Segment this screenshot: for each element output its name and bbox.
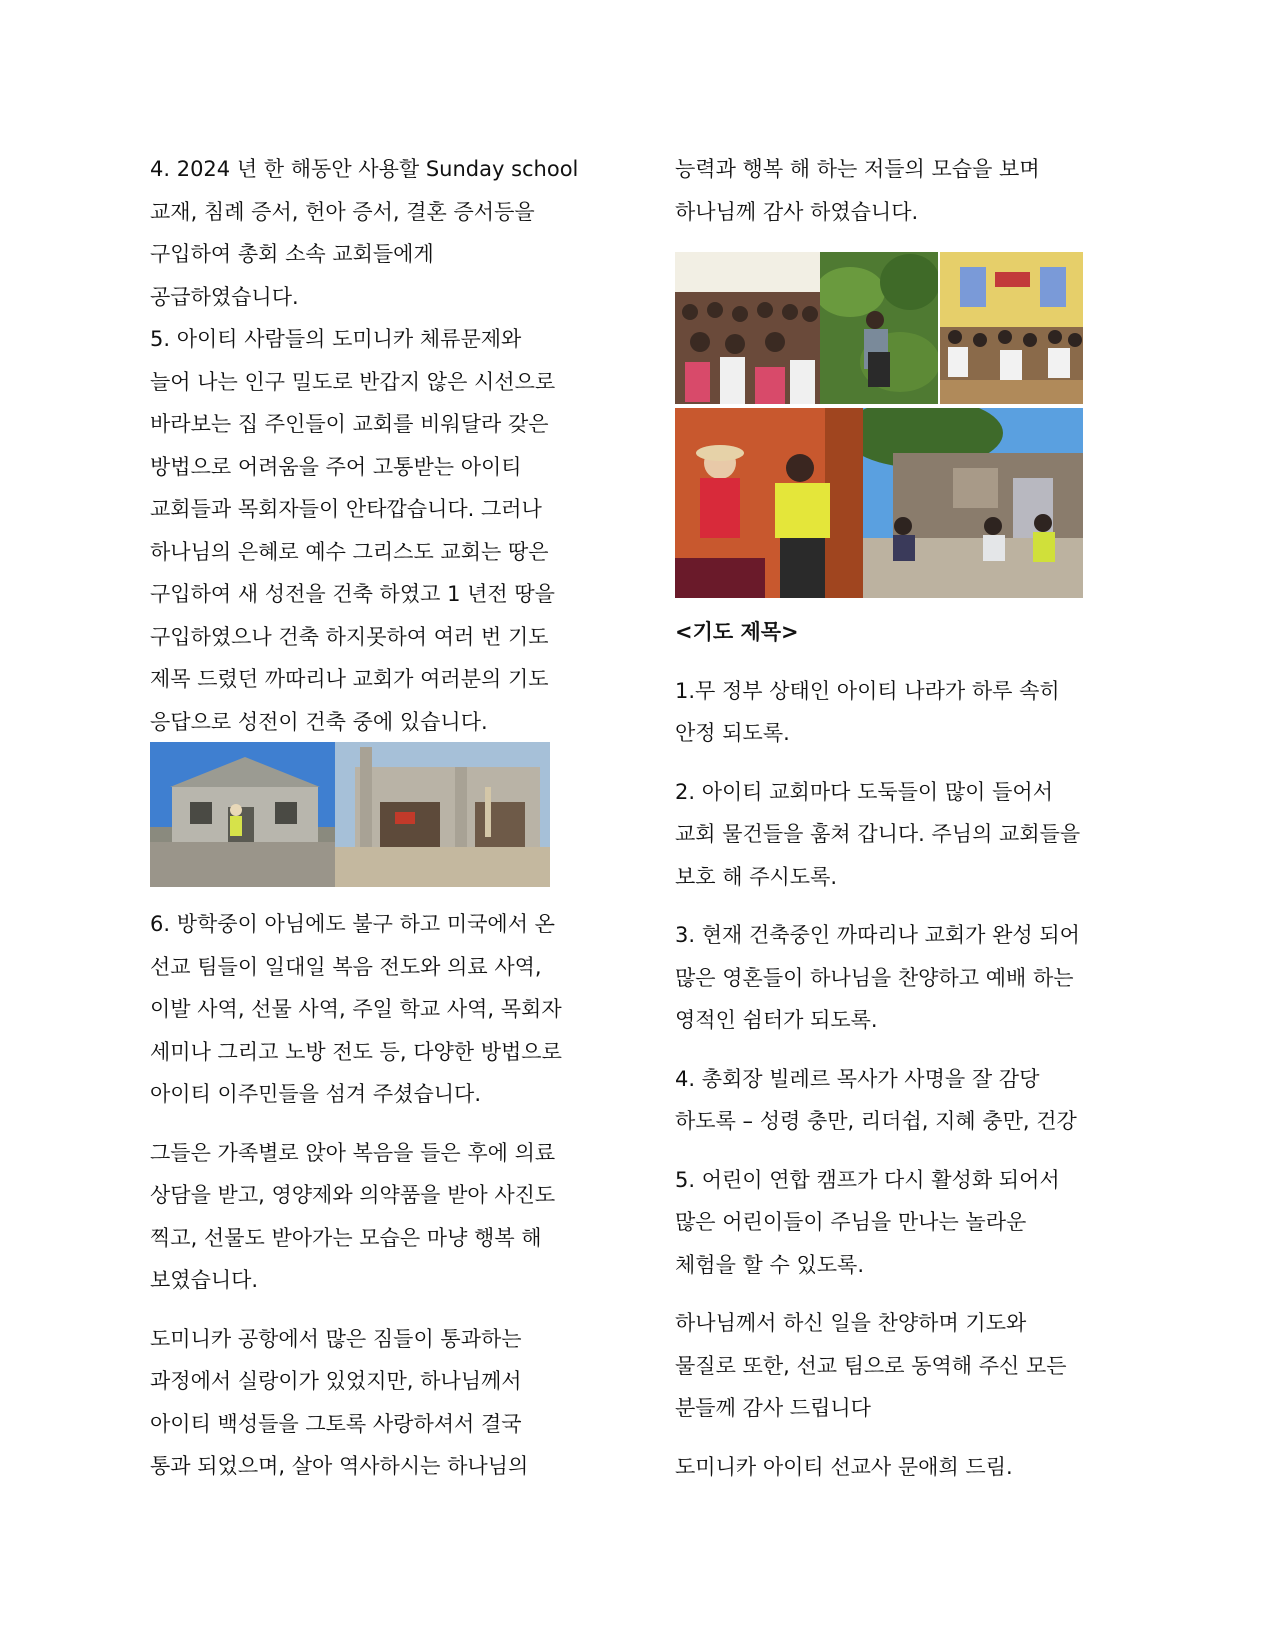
paragraph-families: 그들은 가족별로 앉아 복음을 들은 후에 의료 상담을 받고, 영양제와 의약품을 받아 사진도 찍고, 선물도 받아가는 모습은 마냥 행복 해 보였습니다. (150, 1140, 556, 1292)
mission-garden-photo (820, 252, 938, 404)
paragraph-item-5: 5. 아이티 사람들의 도미니카 체류문제와 늘어 나는 인구 밀도로 반갑지 않은 시선으로 바라보는 집 주인들이 교회를 비워달라 갖은 방법으로 어려움을 주어 고통받는 아이티 교회들과 목회자들이 안타깝습니다. 그러나 하나님의 은혜로 예수 그리스도 교회는 땅은 구입하여 새 성전을 건축 하였고 1 년전 땅을 구입하였으나 건축 하지못하여 여러 번 기도 제목 드렸던 까따리나 교회가 여러분의 기도 응답으로 성전이 건축 중에 있습니다. (150, 327, 556, 734)
prayer-item-2: 2. 아이티 교회마다 도둑들이 많이 들어서 교회 물건들을 훔쳐 갑니다. 주님의 교회들을 보호 해 주시도록. (675, 779, 1081, 889)
paragraph-item-4: 4. 2024 년 한 해동안 사용할 Sunday school 교재, 침례 증서, 헌아 증서, 결혼 증서등을 구입하여 총회 소속 교회들에게 공급하였습니다. (150, 157, 579, 309)
thanks-paragraph: 하나님께서 하신 일을 찬양하며 기도와 물질로 또한, 선교 팀으로 동역해 주신 모든 분들께 감사 드립니다 (675, 1311, 1067, 1420)
prayer-heading: <기도 제목> (675, 620, 799, 644)
church-construction-photo-2 (335, 742, 550, 887)
right-column (675, 148, 1145, 233)
prayer-item-5: 5. 어린이 연합 캠프가 다시 활성화 되어서 많은 어린이들이 주님을 만나는 놀라운 체험을 할 수 있도록. (675, 1167, 1060, 1277)
prayer-item-4: 4. 총회장 빌레르 목사가 사명을 잘 감당 하도록 – 성령 충만, 리더쉽, 지혜 충만, 건강 (675, 1066, 1077, 1133)
mission-outdoor-photo (863, 408, 1083, 598)
left-column-lower (150, 903, 610, 1488)
prayer-item-3: 3. 현재 건축중인 까따리나 교회가 완성 되어 많은 영혼들이 하나님을 찬양하고 예배 하는 영적인 쉼터가 되도록. (675, 923, 1080, 1032)
prayer-item-1: 1.무 정부 상태인 아이티 나라가 하루 속히 안정 되도록. (675, 678, 1060, 745)
signature: 도미니카 아이티 선교사 문애희 드림. (675, 1454, 1013, 1479)
paragraph-item-6: 6. 방학중이 아님에도 불구 하고 미국에서 온 선교 팀들이 일대일 복음 전도와 의료 사역, 이발 사역, 선물 사역, 주일 학교 사역, 목회자 세미나 그리고 노방 전도 등, 다양한 방법으로 아이티 이주민들을 섬겨 주셨습니다. (150, 912, 562, 1106)
prayer-section (675, 611, 1145, 1488)
paragraph-airport: 도미니카 공항에서 많은 짐들이 통과하는 과정에서 실랑이가 있었지만, 하나님께서 아이티 백성들을 그토록 사랑하셔서 결국 통과 되었으며, 살아 역사하시는 하나님의 (150, 1326, 529, 1478)
mission-crowd-photo (675, 252, 820, 404)
paragraph-continuation: 능력과 행복 해 하는 저들의 모습을 보며 하나님께 감사 하였습니다. (675, 157, 1040, 224)
mission-church-interior-photo (940, 252, 1083, 404)
church-construction-photo-1 (150, 742, 335, 887)
left-column (150, 148, 610, 743)
mission-medical-photo (675, 408, 863, 598)
